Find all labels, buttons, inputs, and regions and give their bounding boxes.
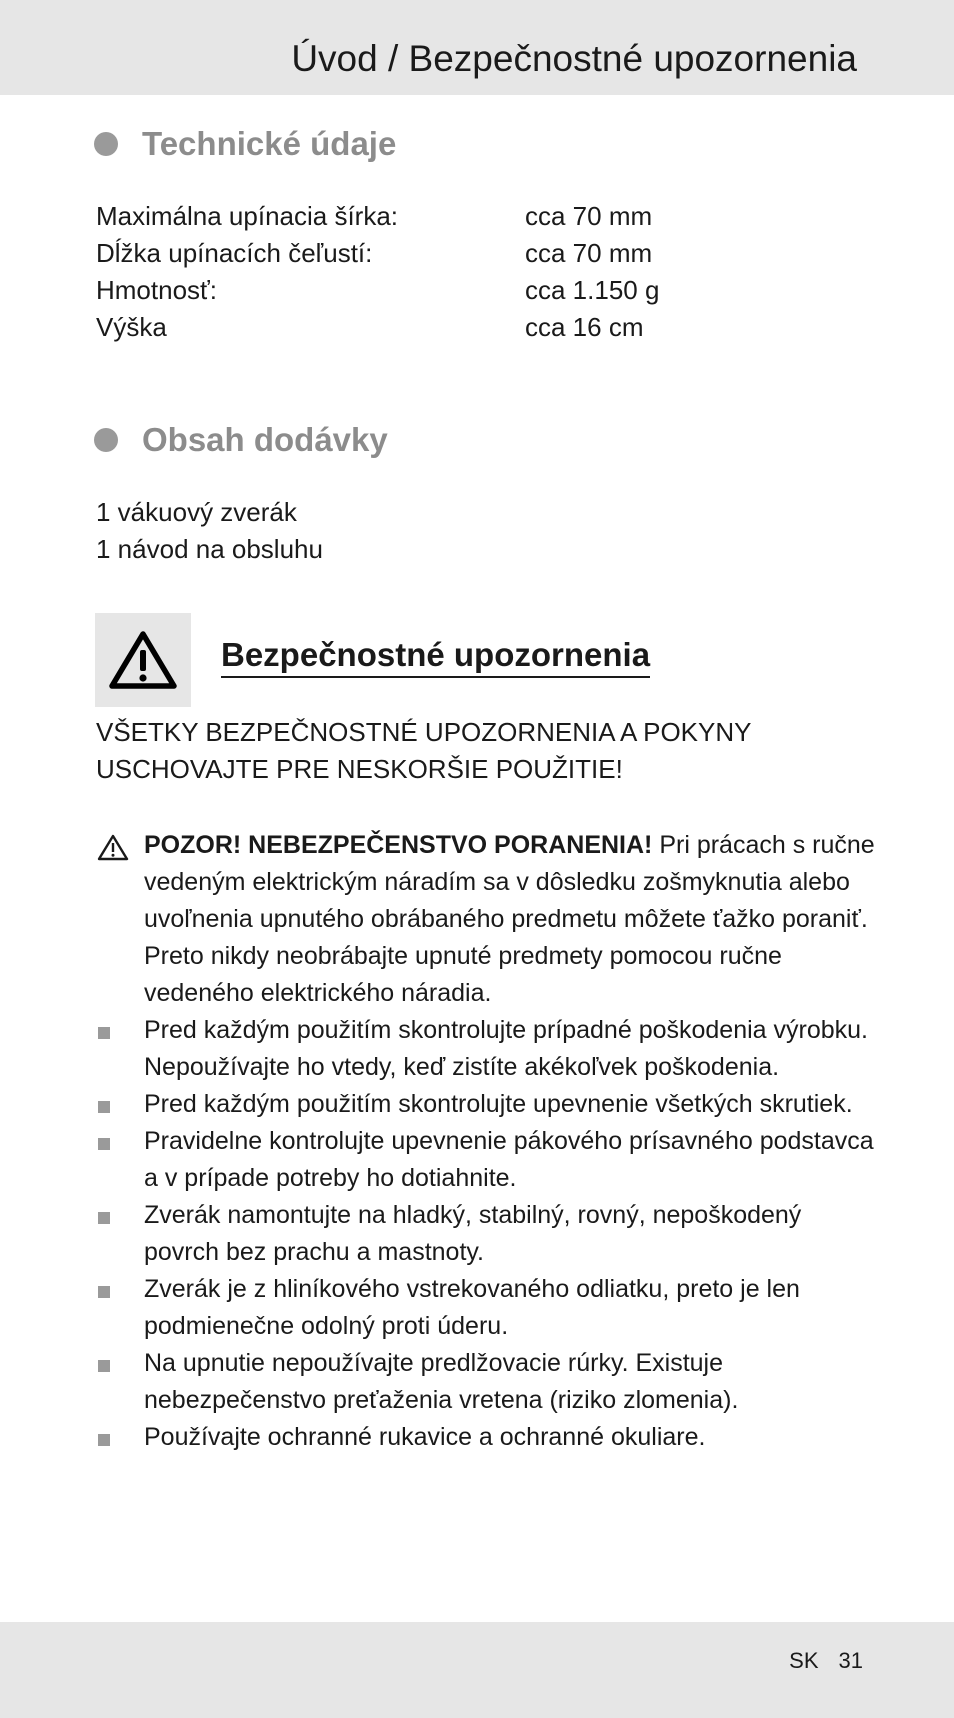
list-item-text: Pred každým použitím skontrolujte prípadné poškodenia výrobku. Nepoužívajte ho vtedy, keď zistíte akékoľvek poškodenia. (144, 1016, 868, 1081)
safety-caps-note: VŠETKY BEZPEČNOSTNÉ UPOZORNENIA A POKYNY USCHOVAJTE PRE NESKORŠIE POUŽITIE! (96, 717, 752, 784)
list-item (96, 1197, 876, 1271)
square-bullet-icon (98, 1138, 110, 1150)
safety-title: Bezpečnostné upozornenia (221, 636, 650, 678)
list-item-text: Používajte ochranné rukavice a ochranné okuliare. (144, 1423, 706, 1451)
spec-label: Maximálna upínacia šírka: (96, 201, 399, 231)
list-item (96, 1271, 876, 1345)
specs-title: Technické údaje (142, 125, 397, 162)
specs-heading (94, 125, 396, 163)
delivery-title: Obsah dodávky (142, 421, 388, 458)
section-bullet-icon (94, 132, 118, 156)
spec-row (96, 198, 659, 235)
list-item-text: Pred každým použitím skontrolujte upevnenie všetkých skrutiek. (144, 1090, 853, 1118)
delivery-list (96, 494, 323, 568)
language-code: SK (789, 1648, 819, 1673)
spec-row (96, 272, 659, 309)
warning-label: POZOR! NEBEZPEČENSTVO PORANENIA! (144, 831, 653, 859)
square-bullet-icon (98, 1101, 110, 1113)
spec-label: Výška (96, 312, 167, 342)
square-bullet-icon (98, 1212, 110, 1224)
list-item-text: Zverák je z hliníkového vstrekovaného odliatku, preto je len podmienečne odolný proti úderu. (144, 1275, 800, 1340)
warning-box (95, 613, 191, 707)
square-bullet-icon (98, 1434, 110, 1446)
list-item: 1 vákuový zverák (96, 497, 297, 527)
list-item (96, 1123, 876, 1197)
spec-label: Hmotnosť: (96, 275, 218, 305)
list-item (96, 1086, 876, 1123)
delivery-heading (94, 421, 388, 459)
spec-label: Dĺžka upínacích čeľustí: (96, 238, 373, 268)
spec-value: cca 16 cm (525, 312, 644, 342)
specs-table (96, 198, 659, 346)
list-item-text: Zverák namontujte na hladký, stabilný, rovný, nepoškodený povrch bez prachu a mastnoty. (144, 1201, 802, 1266)
spec-value: cca 70 mm (525, 238, 653, 268)
section-bullet-icon (94, 428, 118, 452)
warning-text: Pri prácach s ručne vedeným elektrickým náradím sa v dôsledku zošmyknutia alebo uvoľnenia upnutého obrábaného predmetu môžete ťažko poraniť. Preto nikdy neobrábajte upnuté predmety pomocou ručne vedeného elektrického náradia. (144, 831, 875, 1007)
spec-row (96, 309, 659, 346)
warning-item (96, 827, 876, 1012)
list-item: 1 návod na obsluhu (96, 534, 323, 564)
footer (789, 1648, 863, 1674)
list-item (96, 1345, 876, 1419)
spec-value: cca 70 mm (525, 201, 653, 231)
square-bullet-icon (98, 1286, 110, 1298)
warning-small-icon (96, 833, 130, 862)
page-number: 31 (838, 1648, 863, 1673)
square-bullet-icon (98, 1027, 110, 1039)
page-title: Úvod / Bezpečnostné upozornenia (291, 38, 857, 79)
list-item (96, 1012, 876, 1086)
safety-list (96, 827, 876, 1456)
spec-value: cca 1.150 g (525, 275, 660, 305)
list-item (96, 1419, 876, 1456)
square-bullet-icon (98, 1360, 110, 1372)
list-item-text: Pravidelne kontrolujte upevnenie pákového prísavného podstavca a v prípade potreby ho dotiahnite. (144, 1127, 874, 1192)
spec-row (96, 235, 659, 272)
warning-triangle-icon (107, 629, 179, 691)
list-item-text: Na upnutie nepoužívajte predlžovacie rúrky. Existuje nebezpečenstvo preťaženia vretena (riziko zlomenia). (144, 1349, 739, 1414)
